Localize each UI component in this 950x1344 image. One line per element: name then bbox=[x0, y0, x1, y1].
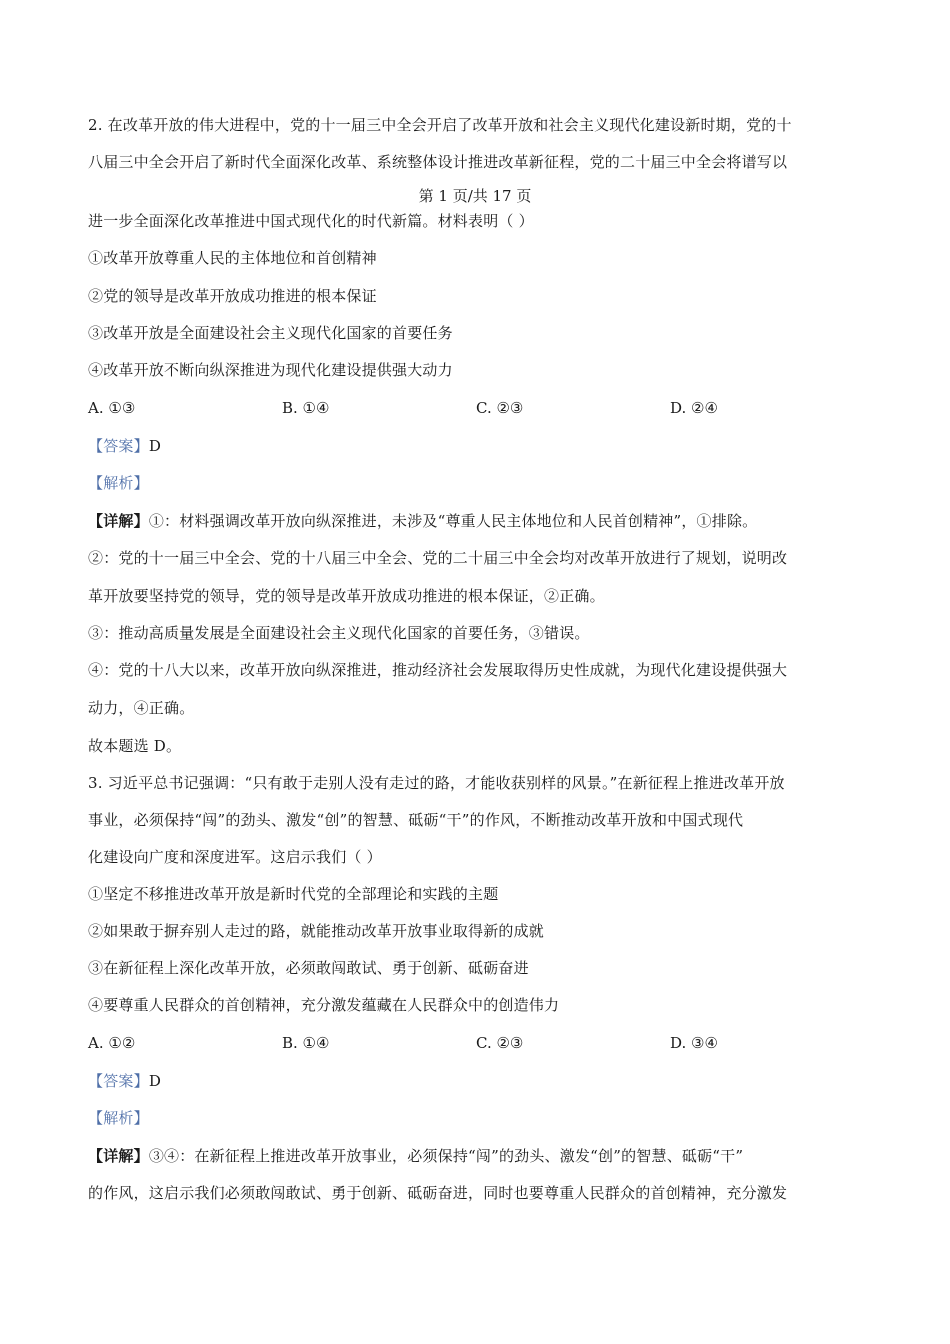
q2-option-d: D. ②④ bbox=[670, 399, 718, 417]
q3-answer-value: D bbox=[148, 1072, 162, 1090]
q2-detail-tag: 【详解】 bbox=[88, 512, 149, 530]
q2-detail-line-1: ①：材料强调改革开放向纵深推进，未涉及“尊重人民主体地位和人民首创精神”，①排除。 bbox=[148, 512, 758, 530]
q2-option-b: B. ①④ bbox=[282, 399, 330, 417]
q3-stem-line-1: 3. 习近平总书记强调：“只有敢于走别人没有走过的路，才能收获别样的风景。”在新征程上推进改革开放 bbox=[88, 774, 785, 792]
q2-answer-value: D bbox=[148, 437, 162, 455]
q2-detail-line-6: 动力，④正确。 bbox=[88, 699, 195, 717]
q3-detail-line-1: ③④：在新征程上推进改革开放事业，必须保持“闯”的劲头、激发“创”的智慧、砥砺“干” bbox=[148, 1147, 744, 1165]
q3-option-a: A. ①② bbox=[88, 1034, 136, 1052]
q2-detail-line-5: ④：党的十八大以来，改革开放向纵深推进，推动经济社会发展取得历史性成就，为现代化建设提供强大 bbox=[88, 661, 788, 679]
q2-item-4: ④改革开放不断向纵深推进为现代化建设提供强大动力 bbox=[88, 361, 453, 379]
q2-answer-tag: 【答案】 bbox=[88, 437, 149, 455]
q2-item-2: ②党的领导是改革开放成功推进的根本保证 bbox=[88, 287, 377, 305]
q2-answer-row bbox=[88, 436, 161, 456]
q2-conclusion: 故本题选 D。 bbox=[88, 737, 182, 755]
q3-option-d: D. ③④ bbox=[670, 1034, 718, 1052]
q3-item-1: ①坚定不移推进改革开放是新时代党的全部理论和实践的主题 bbox=[88, 885, 499, 903]
q3-detail-line-2: 的作风，这启示我们必须敢闯敢试、勇于创新、砥砺奋进，同时也要尊重人民群众的首创精神，充分激发 bbox=[88, 1184, 788, 1202]
q3-detail-row-1 bbox=[88, 1146, 743, 1166]
q3-answer-tag: 【答案】 bbox=[88, 1072, 149, 1090]
q3-answer-row bbox=[88, 1071, 161, 1091]
q2-item-3: ③改革开放是全面建设社会主义现代化国家的首要任务 bbox=[88, 324, 453, 342]
page-footer: 第 1 页/共 17 页 bbox=[418, 187, 532, 205]
q2-detail-line-4: ③：推动高质量发展是全面建设社会主义现代化国家的首要任务，③错误。 bbox=[88, 624, 590, 642]
q2-detail-line-3: 革开放要坚持党的领导，党的领导是改革开放成功推进的根本保证，②正确。 bbox=[88, 587, 605, 605]
q2-detail-line-2: ②：党的十一届三中全会、党的十八届三中全会、党的二十届三中全会均对改革开放进行了规划，说明改 bbox=[88, 549, 788, 567]
q3-item-2: ②如果敢于摒弃别人走过的路，就能推动改革开放事业取得新的成就 bbox=[88, 922, 545, 940]
q2-option-c: C. ②③ bbox=[476, 399, 524, 417]
q3-item-3: ③在新征程上深化改革开放，必须敢闯敢试、勇于创新、砥砺奋进 bbox=[88, 959, 529, 977]
q3-stem-line-3: 化建设向广度和深度进军。这启示我们（ ） bbox=[88, 848, 382, 866]
q3-option-b: B. ①④ bbox=[282, 1034, 330, 1052]
q2-option-a: A. ①③ bbox=[88, 399, 136, 417]
q2-stem-line-3: 进一步全面深化改革推进中国式现代化的时代新篇。材料表明（ ） bbox=[88, 212, 534, 230]
q3-detail-tag: 【详解】 bbox=[88, 1147, 149, 1165]
q3-option-c: C. ②③ bbox=[476, 1034, 524, 1052]
q2-stem-line-1: 2. 在改革开放的伟大进程中，党的十一届三中全会开启了改革开放和社会主义现代化建设新时期，党的十 bbox=[88, 116, 792, 134]
q3-item-4: ④要尊重人民群众的首创精神，充分激发蕴藏在人民群众中的创造伟力 bbox=[88, 996, 560, 1014]
q2-stem-line-2: 八届三中全会开启了新时代全面深化改革、系统整体设计推进改革新征程，党的二十届三中全会将谱写以 bbox=[88, 153, 788, 171]
q3-stem-line-2: 事业，必须保持“闯”的劲头、激发“创”的智慧、砥砺“干”的作风，不断推动改革开放和中国式现代 bbox=[88, 811, 744, 829]
q2-item-1: ①改革开放尊重人民的主体地位和首创精神 bbox=[88, 249, 377, 267]
q3-analysis-tag: 【解析】 bbox=[88, 1109, 149, 1127]
q2-detail-row-1 bbox=[88, 511, 757, 531]
q2-analysis-tag: 【解析】 bbox=[88, 474, 149, 492]
